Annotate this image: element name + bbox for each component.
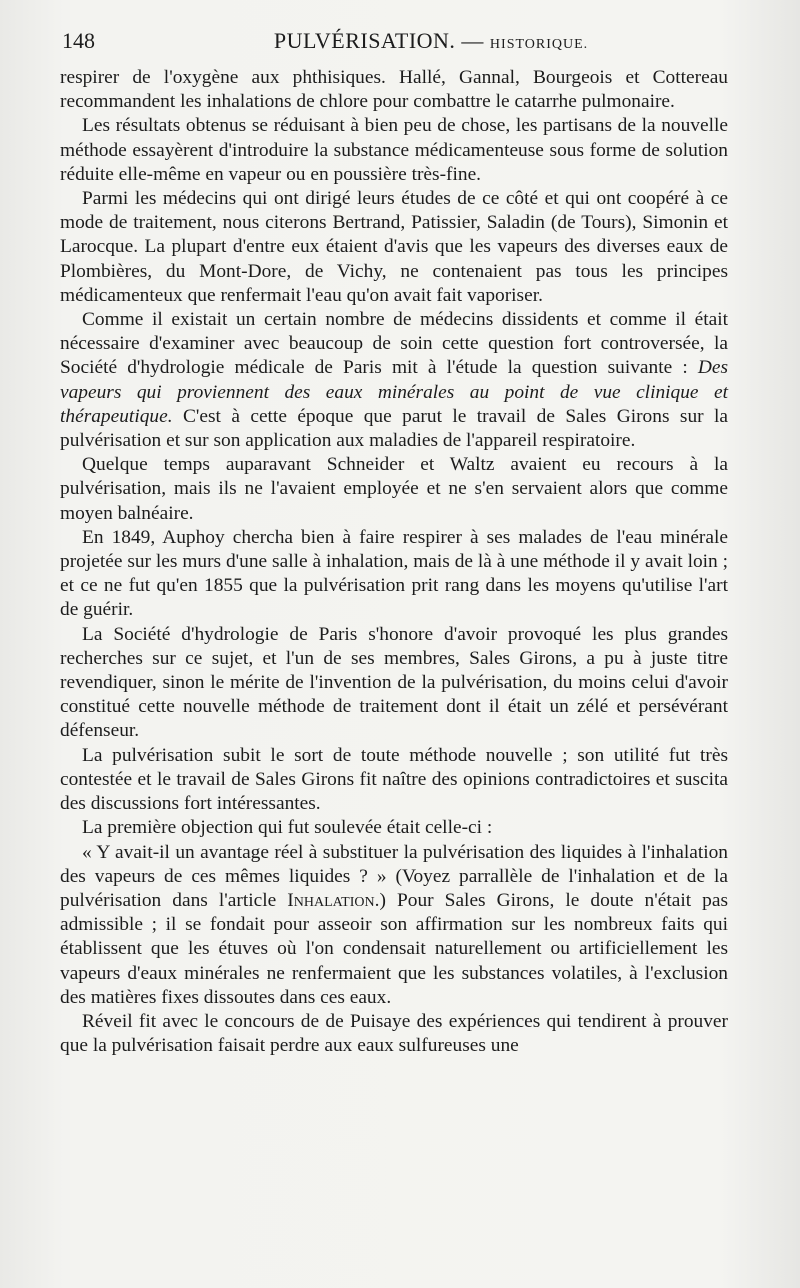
running-title-separator: — [461, 28, 484, 53]
paragraph: Comme il existait un certain nombre de médecins dissidents et comme il était nécessaire d'examiner avec beaucoup de soin cette question fort controversée, la Société d'hydrologie médicale de Paris mit à l'étude la question suivante : Des vapeurs qui proviennent des eaux minérales au point de vue clinique et thérapeutique. C'est à cette époque que parut le travail de Sales Girons sur la pulvérisation et sur son application aux maladies de l'appareil respiratoire. [60, 309, 728, 452]
paragraph: Quelque temps auparavant Schneider et Waltz avaient eu recours à la pulvérisation, mais ils ne l'avaient employée et ne s'en servaient alors que comme moyen balnéaire. [60, 454, 728, 524]
paragraph: La première objection qui fut soulevée était celle-ci : [82, 817, 493, 839]
paragraph: Parmi les médecins qui ont dirigé leurs études de ce côté et qui ont coopéré à ce mode de traitement, nous citerons Bertrand, Patissier, Saladin (de Tours), Simonin et Larocque. La plupart d'entre eux étaient d'avis que les vapeurs des diverses eaux de Plombières, du Mont-Dore, de Vichy, ne contenaient pas tous les principes médicamenteux que renfermait l'eau qu'on avait fait vaporiser. [60, 188, 728, 306]
page-number: 148 [62, 28, 95, 53]
article-reference: Inhalation. [287, 889, 380, 911]
paragraph: En 1849, Auphoy chercha bien à faire respirer à ses malades de l'eau minérale projetée sur les murs d'une salle à inhalation, mais de là à une méthode il y avait loin ; et ce ne fut qu'en 1855 que la pulvérisation prit rang dans les moyens qu'utilise l'art de guérir. [60, 526, 728, 621]
page-header [62, 28, 730, 58]
running-title-main: PULVÉRISATION. [273, 28, 456, 53]
running-title [62, 28, 730, 54]
paragraph: Réveil fit avec le concours de de Puisaye des expériences qui tendirent à prouver que la pulvérisation faisait perdre aux eaux sulfureuses une [60, 1010, 728, 1057]
italic-question: Des vapeurs qui proviennent des eaux minérales au point de vue clinique et thérapeutique. [60, 357, 728, 427]
paragraph: respirer de l'oxygène aux phthisiques. Hallé, Gannal, Bourgeois et Cottereau recommandent les inhalations de chlore pour combattre le catarrhe pulmonaire. [60, 67, 728, 113]
body-text [60, 66, 728, 1058]
paragraph: La pulvérisation subit le sort de toute méthode nouvelle ; son utilité fut très contestée et le travail de Sales Girons fit naître des opinions contradictoires et suscita des discussions fort intéressantes. [60, 744, 728, 815]
paragraph: « Y avait-il un avantage réel à substituer la pulvérisation des liquides à l'inhalation des vapeurs de ces mêmes liquides ? » (Voyez parrallèle de l'inhalation et de la pulvérisation dans l'article Inhalation.) Pour Sales Girons, le doute n'était pas admissible ; il se fondait pour asseoir son affirmation sur les nombreux faits qui établissent que les étuves où l'on condensait naturellement ou artificiellement les vapeurs d'eaux minérales ne renfermaient que les substances volatiles, à l'exclusion des matières fixes dissoutes dans ces eaux. [60, 841, 728, 1008]
paragraph: Les résultats obtenus se réduisant à bien peu de chose, les partisans de la nouvelle méthode essayèrent d'introduire la substance médicamenteuse sous forme de solution réduite elle-même en vapeur ou en poussière très-fine. [60, 115, 728, 185]
running-title-subtitle: HISTORIQUE. [489, 37, 589, 52]
paragraph: La Société d'hydrologie de Paris s'honore d'avoir provoqué les plus grandes recherches sur ce sujet, et l'un de ses membres, Sales Girons, a pu à juste titre revendiquer, sinon le mérite de l'invention de la pulvérisation, du moins celui d'avoir constitué cette nouvelle méthode de traitement dont il était un zélé et persévérant défenseur. [60, 623, 728, 742]
